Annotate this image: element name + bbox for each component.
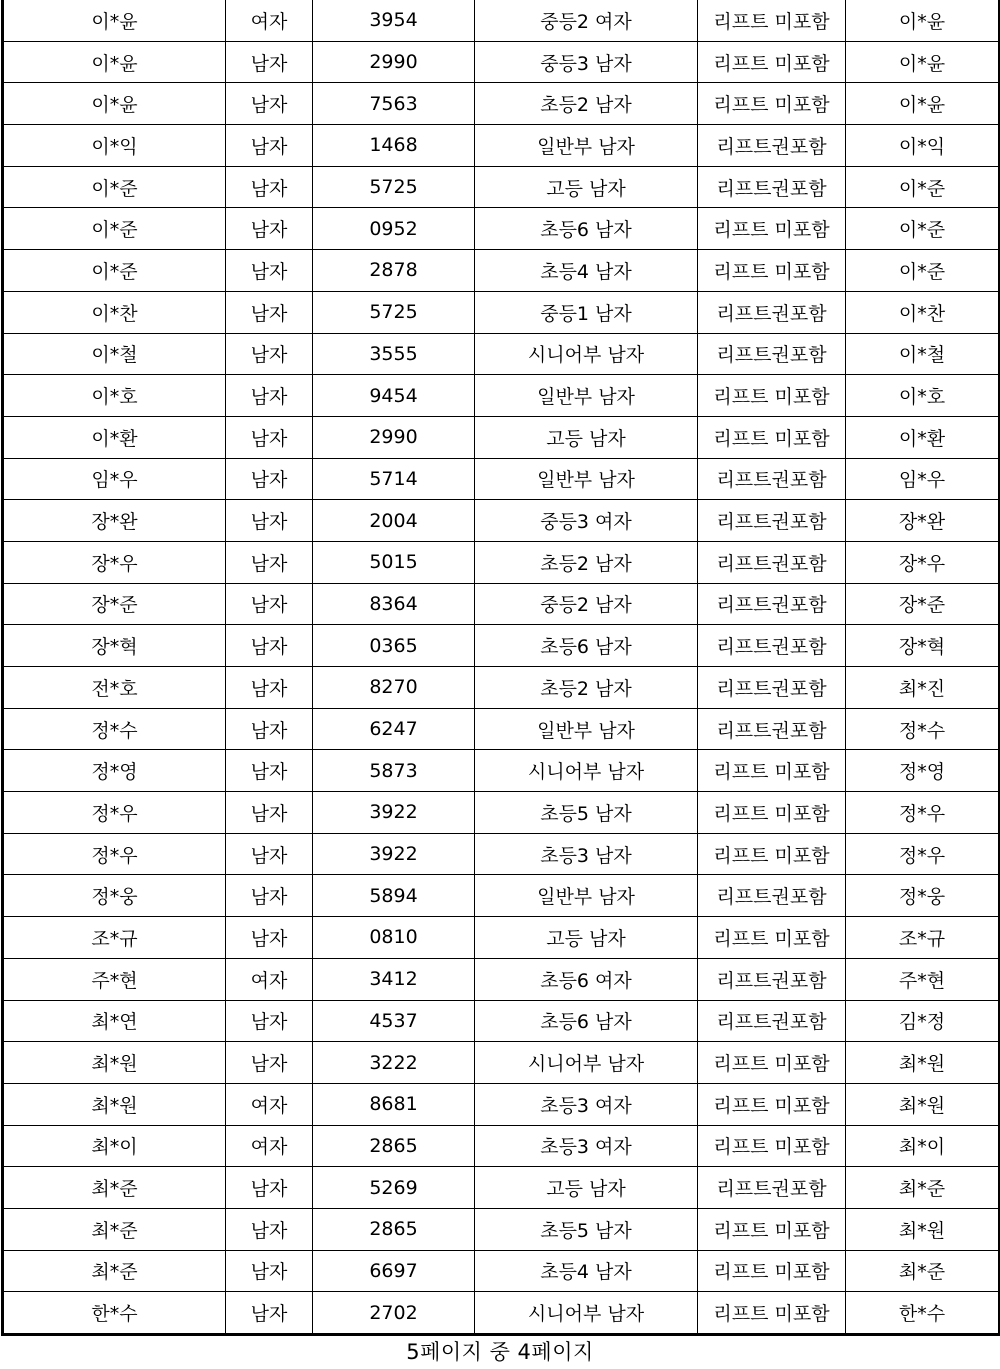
guardian-name-cell: 정*우 xyxy=(846,833,1000,875)
division-cell: 초등4 남자 xyxy=(475,1250,698,1292)
division-cell: 초등2 남자 xyxy=(475,667,698,709)
lift-ticket-cell: 리프트권포함 xyxy=(698,667,846,709)
gender-cell: 남자 xyxy=(226,625,313,667)
division-cell: 일반부 남자 xyxy=(475,375,698,417)
number-cell: 4537 xyxy=(313,1000,475,1042)
gender-cell: 여자 xyxy=(226,1125,313,1167)
guardian-name-cell: 정*웅 xyxy=(846,875,1000,917)
guardian-name-cell: 장*우 xyxy=(846,541,1000,583)
gender-cell: 남자 xyxy=(226,750,313,792)
table-row xyxy=(3,958,1000,1000)
gender-cell: 남자 xyxy=(226,541,313,583)
name-cell: 이*찬 xyxy=(3,291,226,333)
lift-ticket-cell: 리프트권포함 xyxy=(698,1000,846,1042)
name-cell: 정*영 xyxy=(3,750,226,792)
table-row xyxy=(3,500,1000,542)
number-cell: 3555 xyxy=(313,333,475,375)
number-cell: 3922 xyxy=(313,833,475,875)
guardian-name-cell: 최*이 xyxy=(846,1125,1000,1167)
gender-cell: 남자 xyxy=(226,458,313,500)
gender-cell: 남자 xyxy=(226,208,313,250)
number-cell: 2702 xyxy=(313,1292,475,1335)
table-row xyxy=(3,458,1000,500)
number-cell: 0810 xyxy=(313,917,475,959)
table-row xyxy=(3,917,1000,959)
name-cell: 한*수 xyxy=(3,1292,226,1335)
name-cell: 이*준 xyxy=(3,208,226,250)
guardian-name-cell: 최*진 xyxy=(846,667,1000,709)
division-cell: 초등2 남자 xyxy=(475,541,698,583)
lift-ticket-cell: 리프트 미포함 xyxy=(698,0,846,41)
table-row xyxy=(3,333,1000,375)
number-cell: 8270 xyxy=(313,667,475,709)
table-row xyxy=(3,0,1000,41)
lift-ticket-cell: 리프트권포함 xyxy=(698,458,846,500)
registration-table-body xyxy=(3,0,1000,1335)
division-cell: 고등 남자 xyxy=(475,917,698,959)
number-cell: 3222 xyxy=(313,1042,475,1084)
number-cell: 2865 xyxy=(313,1125,475,1167)
division-cell: 중등3 남자 xyxy=(475,41,698,83)
table-row xyxy=(3,208,1000,250)
table-row xyxy=(3,83,1000,125)
gender-cell: 남자 xyxy=(226,833,313,875)
lift-ticket-cell: 리프트권포함 xyxy=(698,625,846,667)
name-cell: 최*연 xyxy=(3,1000,226,1042)
division-cell: 중등2 여자 xyxy=(475,0,698,41)
registration-table xyxy=(1,0,1000,1336)
division-cell: 초등6 남자 xyxy=(475,1000,698,1042)
name-cell: 이*호 xyxy=(3,375,226,417)
gender-cell: 남자 xyxy=(226,1250,313,1292)
table-row xyxy=(3,625,1000,667)
number-cell: 2990 xyxy=(313,416,475,458)
guardian-name-cell: 한*수 xyxy=(846,1292,1000,1335)
table-row xyxy=(3,667,1000,709)
table-row xyxy=(3,875,1000,917)
division-cell: 초등3 여자 xyxy=(475,1125,698,1167)
lift-ticket-cell: 리프트 미포함 xyxy=(698,41,846,83)
guardian-name-cell: 최*준 xyxy=(846,1250,1000,1292)
table-row xyxy=(3,125,1000,167)
name-cell: 최*준 xyxy=(3,1208,226,1250)
division-cell: 중등2 남자 xyxy=(475,583,698,625)
number-cell: 2878 xyxy=(313,250,475,292)
guardian-name-cell: 최*원 xyxy=(846,1083,1000,1125)
division-cell: 초등6 남자 xyxy=(475,625,698,667)
name-cell: 임*우 xyxy=(3,458,226,500)
division-cell: 고등 남자 xyxy=(475,166,698,208)
number-cell: 0952 xyxy=(313,208,475,250)
division-cell: 시니어부 남자 xyxy=(475,1042,698,1084)
number-cell: 0365 xyxy=(313,625,475,667)
gender-cell: 남자 xyxy=(226,375,313,417)
gender-cell: 남자 xyxy=(226,708,313,750)
division-cell: 중등1 남자 xyxy=(475,291,698,333)
guardian-name-cell: 김*정 xyxy=(846,1000,1000,1042)
lift-ticket-cell: 리프트 미포함 xyxy=(698,1042,846,1084)
table-row xyxy=(3,1292,1000,1335)
division-cell: 중등3 여자 xyxy=(475,500,698,542)
lift-ticket-cell: 리프트 미포함 xyxy=(698,1292,846,1335)
number-cell: 5269 xyxy=(313,1167,475,1209)
number-cell: 5725 xyxy=(313,291,475,333)
gender-cell: 여자 xyxy=(226,1083,313,1125)
name-cell: 장*혁 xyxy=(3,625,226,667)
gender-cell: 남자 xyxy=(226,291,313,333)
table-row xyxy=(3,375,1000,417)
table-row xyxy=(3,708,1000,750)
number-cell: 6697 xyxy=(313,1250,475,1292)
number-cell: 6247 xyxy=(313,708,475,750)
guardian-name-cell: 이*익 xyxy=(846,125,1000,167)
lift-ticket-cell: 리프트 미포함 xyxy=(698,1208,846,1250)
lift-ticket-cell: 리프트 미포함 xyxy=(698,750,846,792)
gender-cell: 남자 xyxy=(226,125,313,167)
division-cell: 시니어부 남자 xyxy=(475,750,698,792)
division-cell: 초등6 남자 xyxy=(475,208,698,250)
division-cell: 시니어부 남자 xyxy=(475,1292,698,1335)
lift-ticket-cell: 리프트 미포함 xyxy=(698,1250,846,1292)
table-row xyxy=(3,1167,1000,1209)
table-row xyxy=(3,1083,1000,1125)
guardian-name-cell: 장*혁 xyxy=(846,625,1000,667)
gender-cell: 남자 xyxy=(226,667,313,709)
lift-ticket-cell: 리프트 미포함 xyxy=(698,917,846,959)
table-row xyxy=(3,541,1000,583)
number-cell: 5873 xyxy=(313,750,475,792)
division-cell: 초등5 남자 xyxy=(475,1208,698,1250)
table-row xyxy=(3,750,1000,792)
table-row xyxy=(3,416,1000,458)
gender-cell: 남자 xyxy=(226,1167,313,1209)
guardian-name-cell: 주*현 xyxy=(846,958,1000,1000)
guardian-name-cell: 이*윤 xyxy=(846,83,1000,125)
table-row xyxy=(3,250,1000,292)
guardian-name-cell: 장*완 xyxy=(846,500,1000,542)
number-cell: 3412 xyxy=(313,958,475,1000)
table-row xyxy=(3,792,1000,834)
lift-ticket-cell: 리프트권포함 xyxy=(698,291,846,333)
name-cell: 최*원 xyxy=(3,1083,226,1125)
division-cell: 고등 남자 xyxy=(475,1167,698,1209)
guardian-name-cell: 이*준 xyxy=(846,250,1000,292)
number-cell: 2004 xyxy=(313,500,475,542)
gender-cell: 남자 xyxy=(226,1208,313,1250)
table-row xyxy=(3,291,1000,333)
division-cell: 초등3 남자 xyxy=(475,833,698,875)
gender-cell: 남자 xyxy=(226,875,313,917)
lift-ticket-cell: 리프트권포함 xyxy=(698,875,846,917)
gender-cell: 여자 xyxy=(226,0,313,41)
name-cell: 장*우 xyxy=(3,541,226,583)
table-row xyxy=(3,583,1000,625)
name-cell: 이*윤 xyxy=(3,0,226,41)
guardian-name-cell: 최*원 xyxy=(846,1042,1000,1084)
name-cell: 이*익 xyxy=(3,125,226,167)
name-cell: 조*규 xyxy=(3,917,226,959)
lift-ticket-cell: 리프트권포함 xyxy=(698,125,846,167)
lift-ticket-cell: 리프트 미포함 xyxy=(698,792,846,834)
division-cell: 초등3 여자 xyxy=(475,1083,698,1125)
page-indicator: 5페이지 중 4페이지 xyxy=(406,1340,594,1364)
number-cell: 8681 xyxy=(313,1083,475,1125)
guardian-name-cell: 이*윤 xyxy=(846,0,1000,41)
division-cell: 일반부 남자 xyxy=(475,125,698,167)
lift-ticket-cell: 리프트 미포함 xyxy=(698,416,846,458)
guardian-name-cell: 이*철 xyxy=(846,333,1000,375)
name-cell: 장*완 xyxy=(3,500,226,542)
table-row xyxy=(3,833,1000,875)
gender-cell: 남자 xyxy=(226,1292,313,1335)
gender-cell: 남자 xyxy=(226,1042,313,1084)
guardian-name-cell: 이*준 xyxy=(846,208,1000,250)
gender-cell: 남자 xyxy=(226,583,313,625)
division-cell: 시니어부 남자 xyxy=(475,333,698,375)
lift-ticket-cell: 리프트권포함 xyxy=(698,583,846,625)
guardian-name-cell: 최*준 xyxy=(846,1167,1000,1209)
table-row xyxy=(3,166,1000,208)
lift-ticket-cell: 리프트권포함 xyxy=(698,166,846,208)
number-cell: 9454 xyxy=(313,375,475,417)
name-cell: 이*윤 xyxy=(3,83,226,125)
name-cell: 정*웅 xyxy=(3,875,226,917)
name-cell: 최*준 xyxy=(3,1250,226,1292)
name-cell: 주*현 xyxy=(3,958,226,1000)
division-cell: 고등 남자 xyxy=(475,416,698,458)
gender-cell: 남자 xyxy=(226,792,313,834)
guardian-name-cell: 이*준 xyxy=(846,166,1000,208)
number-cell: 5714 xyxy=(313,458,475,500)
number-cell: 7563 xyxy=(313,83,475,125)
lift-ticket-cell: 리프트권포함 xyxy=(698,541,846,583)
number-cell: 2865 xyxy=(313,1208,475,1250)
guardian-name-cell: 조*규 xyxy=(846,917,1000,959)
table-row xyxy=(3,41,1000,83)
gender-cell: 남자 xyxy=(226,500,313,542)
division-cell: 초등5 남자 xyxy=(475,792,698,834)
lift-ticket-cell: 리프트 미포함 xyxy=(698,1125,846,1167)
name-cell: 전*호 xyxy=(3,667,226,709)
lift-ticket-cell: 리프트 미포함 xyxy=(698,83,846,125)
division-cell: 일반부 남자 xyxy=(475,875,698,917)
gender-cell: 남자 xyxy=(226,917,313,959)
name-cell: 이*환 xyxy=(3,416,226,458)
division-cell: 일반부 남자 xyxy=(475,458,698,500)
gender-cell: 남자 xyxy=(226,333,313,375)
name-cell: 이*준 xyxy=(3,166,226,208)
gender-cell: 남자 xyxy=(226,250,313,292)
number-cell: 5894 xyxy=(313,875,475,917)
division-cell: 초등4 남자 xyxy=(475,250,698,292)
name-cell: 정*우 xyxy=(3,833,226,875)
guardian-name-cell: 이*호 xyxy=(846,375,1000,417)
table-row xyxy=(3,1208,1000,1250)
lift-ticket-cell: 리프트 미포함 xyxy=(698,208,846,250)
guardian-name-cell: 장*준 xyxy=(846,583,1000,625)
gender-cell: 남자 xyxy=(226,1000,313,1042)
number-cell: 1468 xyxy=(313,125,475,167)
table-row xyxy=(3,1042,1000,1084)
table-row xyxy=(3,1125,1000,1167)
gender-cell: 남자 xyxy=(226,416,313,458)
name-cell: 정*수 xyxy=(3,708,226,750)
table-row xyxy=(3,1250,1000,1292)
lift-ticket-cell: 리프트권포함 xyxy=(698,958,846,1000)
gender-cell: 남자 xyxy=(226,166,313,208)
gender-cell: 남자 xyxy=(226,41,313,83)
name-cell: 최*원 xyxy=(3,1042,226,1084)
division-cell: 초등2 남자 xyxy=(475,83,698,125)
lift-ticket-cell: 리프트 미포함 xyxy=(698,833,846,875)
guardian-name-cell: 정*수 xyxy=(846,708,1000,750)
name-cell: 이*준 xyxy=(3,250,226,292)
name-cell: 이*철 xyxy=(3,333,226,375)
lift-ticket-cell: 리프트 미포함 xyxy=(698,375,846,417)
lift-ticket-cell: 리프트권포함 xyxy=(698,708,846,750)
number-cell: 2990 xyxy=(313,41,475,83)
division-cell: 일반부 남자 xyxy=(475,708,698,750)
lift-ticket-cell: 리프트 미포함 xyxy=(698,1083,846,1125)
number-cell: 8364 xyxy=(313,583,475,625)
guardian-name-cell: 이*윤 xyxy=(846,41,1000,83)
guardian-name-cell: 최*원 xyxy=(846,1208,1000,1250)
name-cell: 최*준 xyxy=(3,1167,226,1209)
lift-ticket-cell: 리프트권포함 xyxy=(698,1167,846,1209)
guardian-name-cell: 이*찬 xyxy=(846,291,1000,333)
name-cell: 최*이 xyxy=(3,1125,226,1167)
lift-ticket-cell: 리프트권포함 xyxy=(698,333,846,375)
guardian-name-cell: 정*우 xyxy=(846,792,1000,834)
name-cell: 이*윤 xyxy=(3,41,226,83)
guardian-name-cell: 이*환 xyxy=(846,416,1000,458)
lift-ticket-cell: 리프트 미포함 xyxy=(698,250,846,292)
number-cell: 3954 xyxy=(313,0,475,41)
division-cell: 초등6 여자 xyxy=(475,958,698,1000)
guardian-name-cell: 임*우 xyxy=(846,458,1000,500)
number-cell: 5725 xyxy=(313,166,475,208)
name-cell: 정*우 xyxy=(3,792,226,834)
lift-ticket-cell: 리프트권포함 xyxy=(698,500,846,542)
number-cell: 5015 xyxy=(313,541,475,583)
number-cell: 3922 xyxy=(313,792,475,834)
table-row xyxy=(3,1000,1000,1042)
guardian-name-cell: 정*영 xyxy=(846,750,1000,792)
gender-cell: 남자 xyxy=(226,83,313,125)
name-cell: 장*준 xyxy=(3,583,226,625)
gender-cell: 여자 xyxy=(226,958,313,1000)
